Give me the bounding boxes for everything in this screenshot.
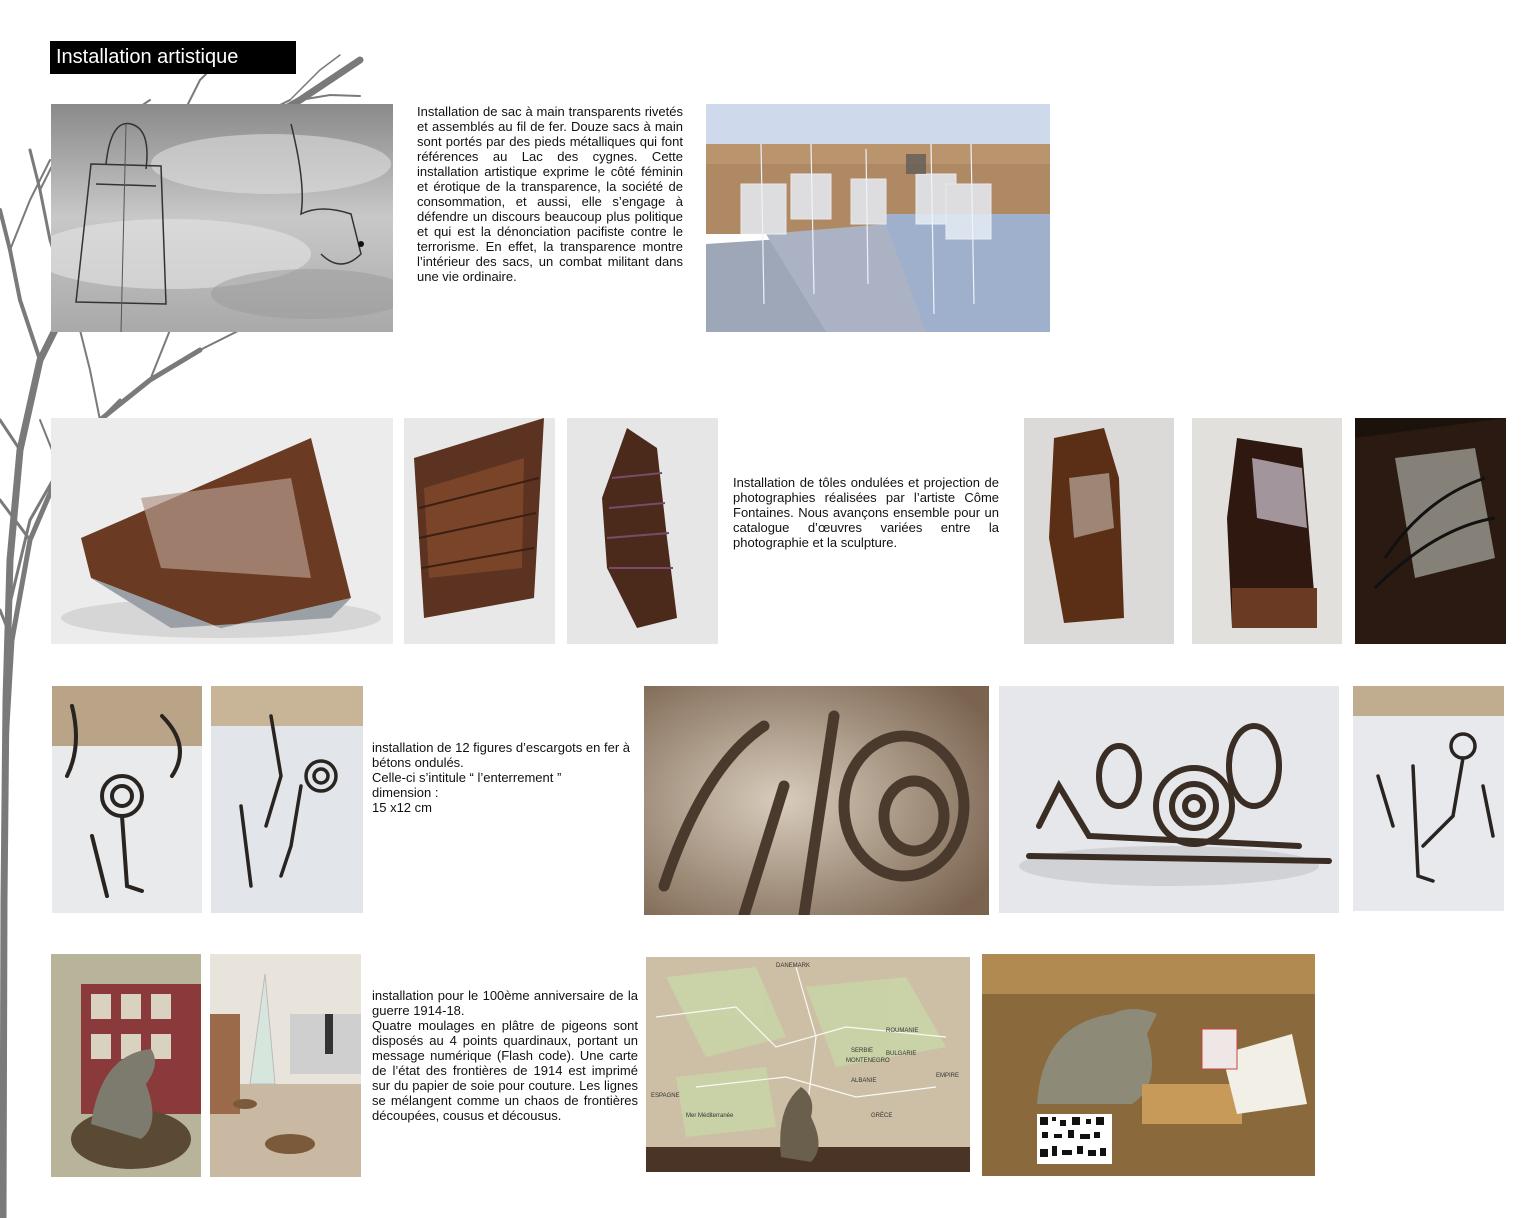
photo-snail-2 [211, 686, 363, 913]
map-label-danemark: DANEMARK [776, 963, 811, 969]
photo-sheet-projection-3 [1355, 418, 1506, 644]
map-label-serbie: SERBIE [851, 1048, 874, 1054]
section-title: Installation artistique [50, 41, 296, 74]
photo-pigeon-hall [210, 954, 361, 1177]
escargots-line-4: 15 x12 cm [372, 800, 432, 815]
photo-pigeon-library [51, 954, 201, 1177]
map-label-grece: GRÈCE [871, 1113, 893, 1119]
map-label-roumanie: ROUMANIE [886, 1028, 919, 1034]
escargots-line-3: dimension : [372, 785, 439, 800]
map-label-montenegro: MONTENEGRO [846, 1058, 890, 1064]
photo-snail-3 [1353, 686, 1504, 911]
description-sacs: Installation de sac à main transparents rivetés et assemblés au fil de fer. Douze sacs à main sont portés par des pieds métalliques qui font références au Lac des cygnes. Cette installation artistique exprime le côté féminin et érotique de la transparence, la société de consommation, et aussi, elle s’engage à défendre un discours beaucoup plus politique et qui est la dénonciation pacifiste contre le terrorisme. En effet, la transparence montre l’intérieur des sacs, un combat militant dans une vie ordinaire. [417, 104, 683, 284]
photo-sheet-projection-2 [1192, 418, 1342, 644]
escargots-line-1: installation de 12 figures d’escargots en fer à bétons ondulés. [372, 740, 630, 770]
photo-bags-lake [706, 104, 1050, 332]
map-label-espagne: ESPAGNE [651, 1093, 680, 1099]
photo-sheet-1 [51, 418, 393, 644]
map-label-albanie: ALBANIE [851, 1078, 877, 1084]
photo-snail-spiral [999, 686, 1339, 913]
description-pigeons [372, 988, 638, 1123]
map-label-mediterranee: Mer Méditerranée [686, 1113, 734, 1119]
photo-pigeon-map [646, 957, 970, 1172]
map-label-bulgarie: BULGARIE [886, 1051, 917, 1057]
pigeons-line-1: installation pour le 100ème anniversaire de la guerre 1914-18. [372, 988, 638, 1018]
photo-pigeon-qrcode [982, 954, 1315, 1176]
photo-sheet-2 [404, 418, 555, 644]
photo-sheet-3 [567, 418, 718, 644]
escargots-line-2: Celle-ci s’intitule “ l’enterrement ” [372, 770, 562, 785]
pigeons-line-2: Quatre moulages en plâtre de pigeons sont disposés au 4 points quardinaux, portant un message numérique (Flash code). Une carte de l’état des frontières de 1914 est imprimé sur du papier de soie pour couture. Les lignes se mélangent comme un chaos de frontières découpées, cousus et décousus. [372, 1018, 638, 1123]
description-toles: Installation de tôles ondulées et projection de photographies réalisées par l’artiste Côme Fontaines. Nous avançons ensemble pour un catalogue d’œuvres variées entre la photographie et la sculpture. [733, 475, 999, 550]
description-escargots [372, 740, 640, 815]
map-label-empire: EMPIRE [936, 1073, 960, 1079]
photo-snail-1 [52, 686, 202, 913]
photo-snail-closeup [644, 686, 989, 915]
photo-sheet-projection-1 [1024, 418, 1174, 644]
photo-bags-sky-bw [51, 104, 393, 332]
